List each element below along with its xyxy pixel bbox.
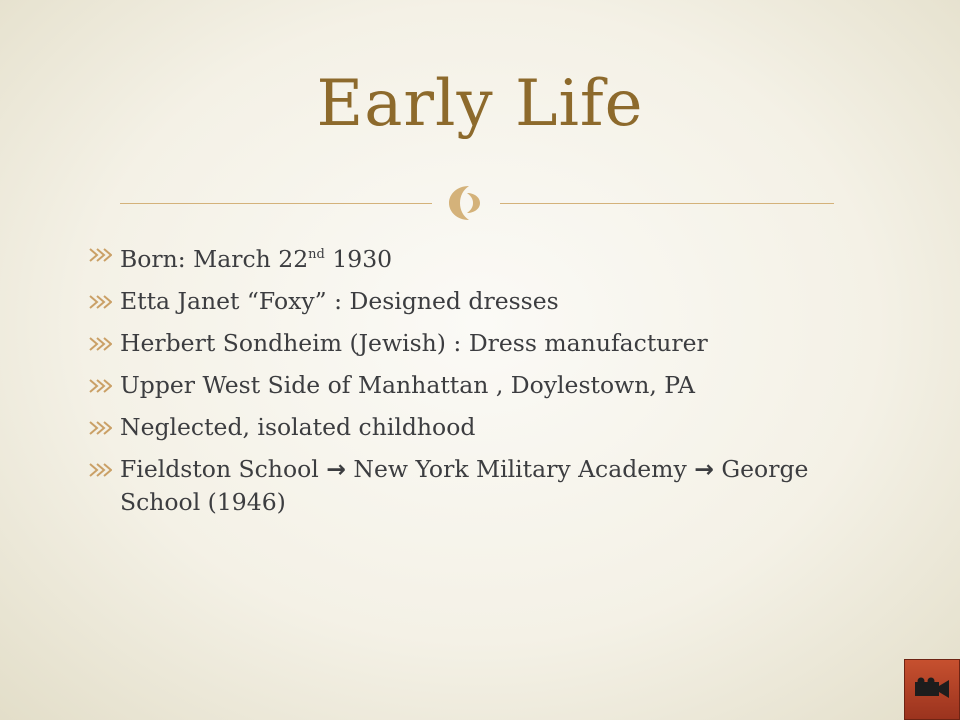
double-chevron-bullet-icon (88, 294, 112, 310)
double-chevron-bullet-icon (88, 336, 112, 352)
bullet-text: New York Military Academy (345, 455, 695, 483)
flourish-icon (444, 180, 490, 226)
bullet-item (88, 285, 868, 318)
bullet-list (88, 238, 868, 528)
ordinal-suffix: nd (308, 247, 325, 262)
bullet-item (88, 238, 868, 276)
bullet-text: Upper West Side of Manhattan , Doylestown, PA (120, 371, 695, 399)
bullet-text: George School (1946) (120, 455, 809, 516)
divider-line-right (500, 203, 834, 204)
bullet-text: 1930 (324, 245, 393, 273)
film-camera-icon (912, 677, 952, 699)
bullet-text: Born: March 22 (120, 245, 309, 273)
bullet-item (88, 327, 868, 360)
double-chevron-bullet-icon (88, 420, 112, 436)
double-chevron-bullet-icon (88, 462, 112, 478)
bullet-text: Etta Janet “Foxy” : Designed dresses (120, 287, 559, 315)
double-chevron-bullet-icon (88, 378, 112, 394)
arrow-right-icon: → (694, 455, 714, 483)
bullet-text: Fieldston School (120, 455, 327, 483)
video-nav-button[interactable] (904, 659, 960, 720)
double-chevron-bullet-icon (88, 247, 112, 263)
arrow-right-icon: → (326, 455, 346, 483)
bullet-item (88, 411, 868, 444)
bullet-text: Neglected, isolated childhood (120, 413, 476, 441)
bullet-item (88, 453, 868, 519)
bullet-text: Herbert Sondheim (Jewish) : Dress manufacturer (120, 329, 708, 357)
divider-line-left (120, 203, 432, 204)
slide-title: Early Life (316, 67, 644, 141)
bullet-item (88, 369, 868, 402)
